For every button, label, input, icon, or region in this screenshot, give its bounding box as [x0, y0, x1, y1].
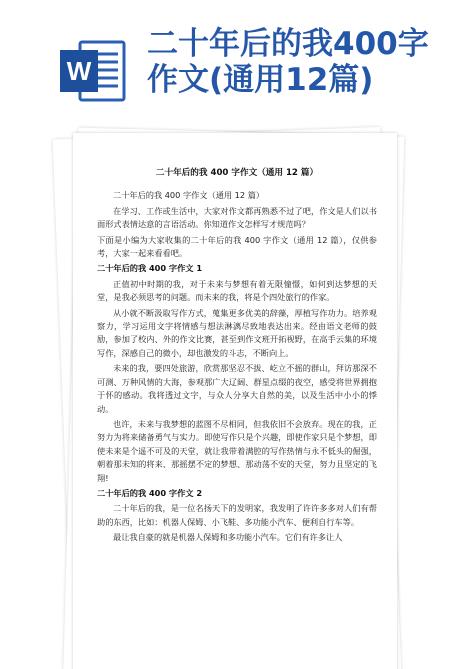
document-body [97, 167, 377, 547]
body-paragraph: 二十年后的我，是一位名扬天下的发明家，我发明了许许多多对人们有帮助的东西，比如：机器人保姆、小飞鞋、多功能小汽车、便利自行车等。 [97, 503, 377, 527]
word-document-icon [58, 38, 128, 104]
intro-paragraph: 在学习、工作或生活中，大家对作文都再熟悉不过了吧，作文是人们以书面形式表情达意的言语活动。你知道作文怎样写才规范吗？ [97, 205, 377, 230]
body-paragraph: 未来的我，要四处旅游，欣赏那坚忍不拔、屹立不摇的群山，拜访那深不可测、万种风情的大海，参观那广大辽阔、群星点缀的夜空，感受将世界拥抱于怀的感动。我将透过文字，与众人分享大自然的美，以及生活中小小的悸动。 [97, 363, 377, 414]
body-paragraph: 正值初中时期的我，对于未来与梦想有着无限憧憬，如何到达梦想的天堂，是我必须思考的问题。而未来的我，将是个四处旅行的作家。 [97, 278, 377, 303]
section-heading: 二十年后的我 400 字作文 1 [97, 263, 203, 274]
page-title: 二十年后的我400字作文(通用12篇) [147, 26, 429, 98]
document-page [73, 133, 397, 669]
body-paragraph: 从小就不断汲取写作方式，蒐集更多优美的辞藻，厚植写作功力。培养观察力，学习运用文字将情感与想法淋漓尽致地表达出来。经由语文老师的鼓励，参加了校内、外的作文比赛，甚至到作文班开拓视野，在高手云集的环境写作，深感自己的微小，却也激发的斗志，不断向上。 [97, 307, 377, 358]
document-subtitle: 二十年后的我 400 字作文（通用 12 篇） [113, 190, 265, 201]
body-paragraph: 最让我自豪的就是机器人保姆和多功能小汽车。它们有许多让人 [113, 532, 343, 543]
intro-paragraph: 下面是小编为大家收集的二十年后的我 400 字作文（通用 12 篇），仅供参考，大家一起来看看吧。 [97, 234, 377, 259]
document-title: 二十年后的我 400 字作文（通用 12 篇） [155, 168, 319, 178]
word-icon-letter: W [66, 56, 92, 86]
section-heading: 二十年后的我 400 字作文 2 [97, 487, 203, 498]
body-paragraph: 也许，未来与我梦想的蓝图不尽相同，但我依旧不会放弃。现在的我，正努力为将来储备勇气与实力。即使写作只是个兴趣，即使作家只是个梦想，即使未来是个遥不可及的天堂，就让我带着满腔的写作热情与永不低头的倔强，朝着那未知的将来、那摇摆不定的梦想、那动荡不安的天堂，努力且坚定的飞翔! [97, 418, 377, 483]
